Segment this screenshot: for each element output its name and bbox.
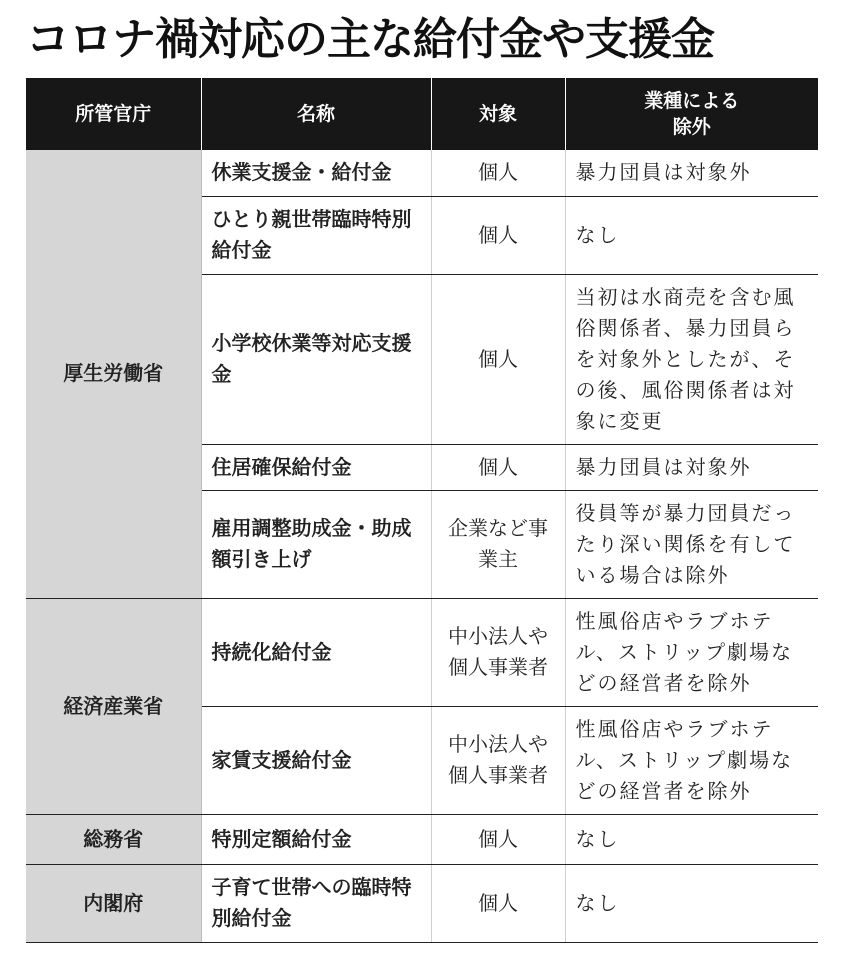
table-row: [26, 864, 818, 942]
benefit-target: 個人: [431, 150, 565, 196]
ministry-cell: 経済産業省: [26, 598, 201, 814]
page-title: コロナ禍対応の主な給付金や支援金: [26, 14, 714, 65]
benefit-exclusion: 性風俗店やラブホテル、ストリップ劇場などの経営者を除外: [565, 598, 818, 706]
benefit-exclusion: なし: [565, 196, 818, 274]
benefit-name: 子育て世帯への臨時特別給付金: [201, 864, 431, 942]
benefit-exclusion: なし: [565, 864, 818, 942]
benefit-target: 中小法人や個人事業者: [431, 706, 565, 814]
benefit-exclusion: 性風俗店やラブホテル、ストリップ劇場などの経営者を除外: [565, 706, 818, 814]
benefit-target: 中小法人や個人事業者: [431, 598, 565, 706]
benefit-name: 特別定額給付金: [201, 814, 431, 864]
ministry-cell: 厚生労働省: [26, 150, 201, 598]
table-row: [26, 598, 818, 706]
ministry-cell: 総務省: [26, 814, 201, 864]
header-exclusion: [565, 78, 818, 150]
table-header-row: [26, 78, 818, 150]
benefit-target: 個人: [431, 444, 565, 490]
benefit-exclusion: なし: [565, 814, 818, 864]
benefits-table: [26, 78, 818, 943]
table-row: [26, 814, 818, 864]
benefit-target: 個人: [431, 864, 565, 942]
header-exclusion-line1: 業種による: [644, 90, 740, 112]
benefit-exclusion: 役員等が暴力団員だったり深い関係を有している場合は除外: [565, 490, 818, 598]
benefit-name: 雇用調整助成金・助成額引き上げ: [201, 490, 431, 598]
header-target: 対象: [431, 78, 565, 150]
header-exclusion-line2: 除外: [672, 116, 711, 138]
table-row: [26, 150, 818, 196]
benefit-name: 持続化給付金: [201, 598, 431, 706]
benefit-name: 家賃支援給付金: [201, 706, 431, 814]
benefit-target: 個人: [431, 814, 565, 864]
benefit-name: 住居確保給付金: [201, 444, 431, 490]
header-name: 名称: [201, 78, 431, 150]
header-ministry: 所管官庁: [26, 78, 201, 150]
benefit-exclusion: 暴力団員は対象外: [565, 150, 818, 196]
ministry-cell: 内閣府: [26, 864, 201, 942]
benefit-target: 個人: [431, 274, 565, 444]
benefit-name: 休業支援金・給付金: [201, 150, 431, 196]
benefit-exclusion: 暴力団員は対象外: [565, 444, 818, 490]
benefit-exclusion: 当初は水商売を含む風俗関係者、暴力団員らを対象外としたが、その後、風俗関係者は対象に変更: [565, 274, 818, 444]
benefit-target: 企業など事業主: [431, 490, 565, 598]
benefit-target: 個人: [431, 196, 565, 274]
benefit-name: ひとり親世帯臨時特別給付金: [201, 196, 431, 274]
benefit-name: 小学校休業等対応支援金: [201, 274, 431, 444]
